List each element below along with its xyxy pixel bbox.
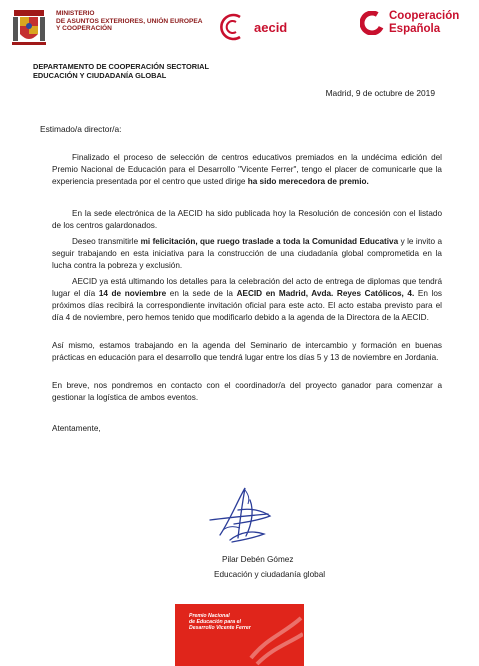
paragraph-bold: ha sido merecedora de premio. — [247, 177, 369, 186]
paragraph-6 — [52, 380, 442, 404]
ministry-line: MINISTERIO — [56, 10, 95, 17]
paragraph-text: y le invito a seguir trabajando en esta iniciativa para la construcción de una ciudadanía global comprometida en la lucha contra la pobreza y exclusión. — [52, 237, 442, 270]
paragraph-5 — [52, 340, 442, 364]
paragraph-text: En la sede electrónica de la AECID ha sido publicada hoy la Resolución de concesión con el listado de los centros galardonados. — [52, 209, 442, 230]
letter-date: Madrid, 9 de octubre de 2019 — [325, 88, 435, 98]
paragraph-3 — [52, 236, 442, 272]
cooperacion-espanola-logo — [360, 10, 459, 35]
aecid-label: aecid — [254, 19, 288, 35]
paragraph-bold: AECID en Madrid, Avda. Reyes Católicos, 4. — [236, 289, 415, 298]
ministry-line: Y COOPERACIÓN — [56, 25, 112, 33]
paragraph-1 — [52, 152, 442, 188]
award-banner — [175, 604, 304, 666]
paragraph-text: Así mismo, estamos trabajando en la agenda del Seminario de intercambio y formación en buenas prácticas en educación para el desarrollo que tendrá lugar entre los días 5 y 13 de noviembre en Jordania. — [52, 341, 442, 362]
paragraph-text: AECID ya está ultimando los detalles para la celebración del acto de entrega de diplomas que tendrá lugar el día — [52, 277, 442, 298]
letter-greeting: Estimado/a director/a: — [40, 124, 122, 134]
paragraph-bold: 14 de noviembre — [98, 289, 167, 298]
cooperacion-text — [389, 10, 459, 35]
ministry-name — [56, 10, 206, 33]
paragraph-text: en la sede de la — [166, 289, 237, 298]
aecid-logo — [214, 6, 304, 48]
paragraph-text: Deseo transmitirle — [72, 237, 141, 246]
paragraph-text: En los próximos días recibirá la correspondiente invitación oficial para este acto. El acto estaba previsto para el día 4 de noviembre, pero hemos tenido que modificarlo debido a la agenda de la Directora de la AECID. — [52, 289, 442, 322]
signer-role: Educación y ciudadanía global — [214, 570, 326, 579]
cooperacion-c-icon — [360, 11, 384, 35]
coop-line: Cooperación — [389, 10, 460, 22]
letter-closing: Atentamente, — [52, 424, 101, 433]
spain-crest-icon — [10, 8, 48, 48]
paragraph-text: Finalizado el proceso de selección de centros educativos premiados en la undécima edición del Premio Nacional de Educación para el Desarrollo "Vicente Ferrer", tengo el placer de comunicarle que la experiencia presentada por el centro que usted dirige — [52, 153, 442, 186]
coop-line: Española — [389, 22, 441, 35]
department-heading — [33, 62, 209, 80]
aecid-c-icon — [214, 10, 248, 44]
award-text: Premio Nacional de Educación para el Desarrollo Vicente Ferrer — [189, 613, 251, 631]
award-swirl-icon — [247, 608, 303, 666]
signer-name: Pilar Debén Gómez — [222, 555, 294, 564]
paragraph-2 — [52, 208, 442, 232]
paragraph-text: En breve, nos pondremos en contacto con el coordinador/a del proyecto ganador para comenzar a gestionar la logística de ambos eventos. — [52, 381, 442, 402]
paragraph-bold: mi felicitación, que ruego traslade a toda la Comunidad Educativa — [140, 237, 399, 246]
department-line: DEPARTAMENTO DE COOPERACIÓN SECTORIAL — [33, 62, 210, 71]
department-line: EDUCACIÓN Y CIUDADANÍA GLOBAL — [33, 71, 167, 80]
handwritten-signature — [190, 480, 300, 550]
paragraph-4 — [52, 276, 442, 324]
ministry-line: DE ASUNTOS EXTERIORES, UNIÓN EUROPEA — [56, 17, 203, 25]
